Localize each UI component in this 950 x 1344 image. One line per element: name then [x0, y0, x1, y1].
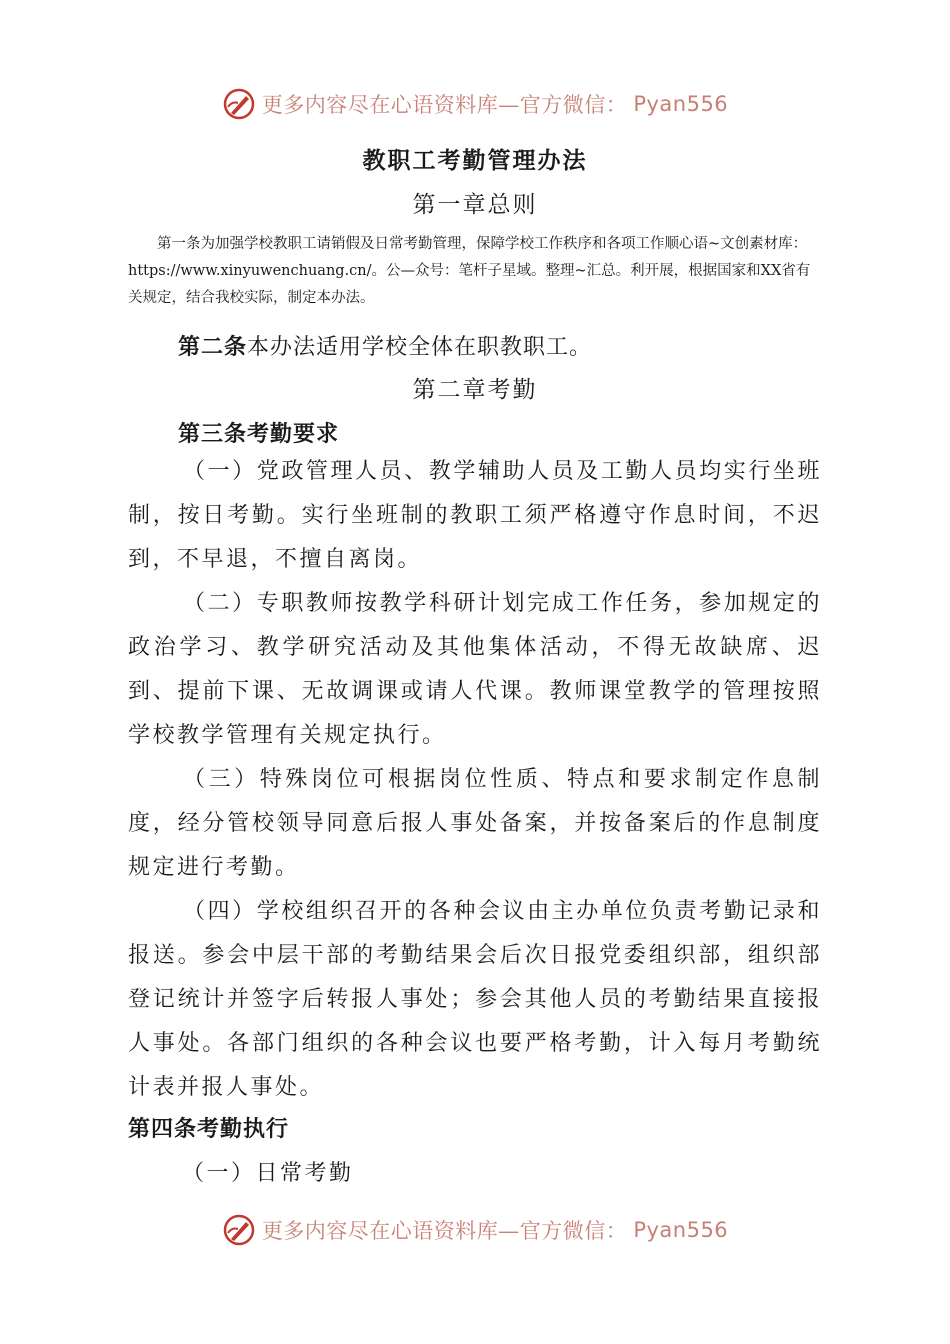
watermark-text: 更多内容尽在心语资料库—官方微信： — [261, 1219, 628, 1243]
watermark-banner-top — [0, 84, 950, 124]
watermark-banner-bottom — [0, 1210, 950, 1250]
article-3-item-1: （一）党政管理人员、教学辅助人员及工勤人员均实行坐班制，按日考勤。实行坐班制的教职工须严格遵守作息时间，不迟到，不早退，不擅自离岗。 — [128, 459, 822, 572]
pen-logo-icon — [222, 87, 256, 121]
watermark-handle: Pyan556 — [633, 1218, 729, 1242]
article-3-item-2: （二）专职教师按教学科研计划完成工作任务，参加规定的政治学习、教学研究活动及其他集体活动，不得无故缺席、迟到、提前下课、无故调课或请人代课。教师课堂教学的管理按照学校教学管理有关规定执行。 — [128, 591, 822, 748]
chapter-2-heading: 第二章考勤 — [412, 377, 538, 403]
watermark-text: 更多内容尽在心语资料库—官方微信： — [261, 93, 628, 117]
article-1-paragraph: 第一条为加强学校教职工请销假及日常考勤管理，保障学校工作秩序和各项工作顺心语~文创素材库：https://www.xinyuwenchuang.cn/。公—众号：笔杆子星域。整理~汇总。利开展，根据国家和XX省有关规定，结合我校实际，制定本办法。 — [128, 236, 811, 306]
article-3-heading: 第三条考勤要求 — [178, 421, 340, 447]
document-title: 教职工考勤管理办法 — [362, 147, 588, 174]
chapter-1-heading: 第一章总则 — [412, 192, 538, 218]
article-2-text: 本办法适用学校全体在职教职工。 — [247, 335, 593, 360]
article-3-item-4: （四）学校组织召开的各种会议由主办单位负责考勤记录和报送。参会中层干部的考勤结果会后次日报党委组织部，组织部登记统计并签字后转报人事处；参会其他人员的考勤结果直接报人事处。各部门组织的各种会议也要严格考勤，计入每月考勤统计表并报人事处。 — [128, 899, 822, 1100]
article-3-item-3: （三）特殊岗位可根据岗位性质、特点和要求制定作息制度，经分管校领导同意后报人事处备案，并按备案后的作息制度规定进行考勤。 — [128, 767, 822, 880]
article-4-heading: 第四条考勤执行 — [128, 1116, 290, 1142]
article-2-line — [178, 330, 872, 361]
article-4-item-1: （一）日常考勤 — [182, 1161, 354, 1186]
watermark-handle: Pyan556 — [633, 92, 729, 116]
pen-logo-icon — [222, 1213, 256, 1247]
article-2-label: 第二条 — [178, 334, 248, 360]
